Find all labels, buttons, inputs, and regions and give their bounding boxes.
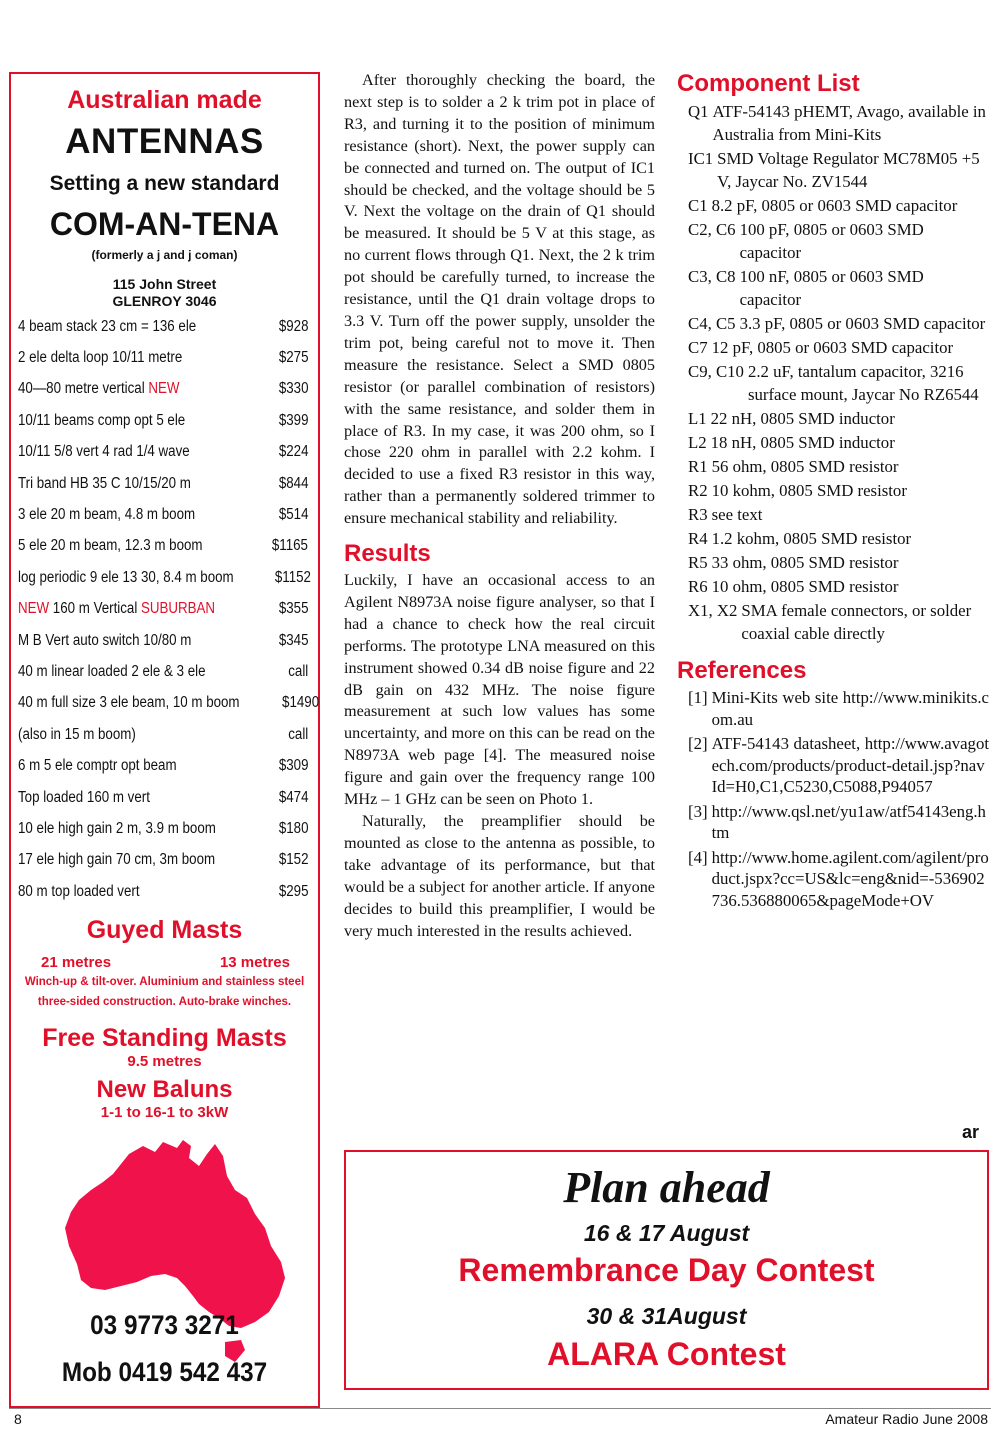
product-text: 3 ele 20 m beam, 4.8 m boom [18, 506, 196, 524]
component-ref: C1 [688, 196, 708, 215]
component-ref: C9, C10 [688, 362, 744, 381]
component-ref: L2 [688, 433, 707, 452]
component-item [677, 503, 989, 526]
price-row [18, 594, 308, 625]
product-name [18, 820, 216, 838]
ad-slogan: Setting a new standard [49, 172, 280, 195]
price-row [18, 719, 308, 750]
ad-brand: COM-AN-TENA [49, 206, 280, 242]
article-column-middle [344, 70, 655, 942]
product-price: call [287, 725, 308, 743]
event-name-2: ALARA Contest [547, 1336, 786, 1372]
product-text: Tri band HB 35 C 10/15/20 m [18, 474, 191, 492]
reference-item [677, 733, 989, 798]
product-price: $345 [278, 631, 308, 649]
ad-phone: 03 9773 3271 [90, 1310, 239, 1340]
component-ref: X1, X2 [688, 601, 738, 620]
product-price: $224 [278, 443, 308, 461]
component-ref: R3 [688, 505, 708, 524]
component-desc: 10 kohm, 0805 SMD resistor [711, 481, 907, 500]
component-item [677, 575, 989, 598]
component-ref: C3, C8 [688, 267, 736, 286]
product-text: 40—80 metre vertical [18, 380, 149, 398]
component-desc: 8.2 pF, 0805 or 0603 SMD capacitor [711, 196, 958, 215]
new-label: NEW [18, 600, 50, 618]
component-item [677, 312, 989, 335]
product-name [18, 789, 150, 807]
plan-ahead-box [344, 1150, 989, 1390]
price-row [18, 845, 308, 876]
plan-ahead-title: Plan ahead [563, 1163, 770, 1212]
product-text: 160 m Vertical [49, 600, 141, 618]
product-name [18, 412, 185, 430]
price-row [18, 311, 308, 342]
ad-street: 115 John Street [112, 276, 217, 292]
product-price: $514 [278, 506, 308, 524]
component-desc: 33 ohm, 0805 SMD resistor [711, 553, 899, 572]
component-item [677, 407, 989, 430]
component-desc: 100 pF, 0805 or 0603 SMD capacitor [739, 220, 924, 262]
price-row [18, 656, 308, 687]
component-desc: 12 pF, 0805 or 0603 SMD capacitor [711, 338, 954, 357]
component-ref: R4 [688, 529, 708, 548]
component-item [677, 431, 989, 454]
component-item [677, 194, 989, 217]
product-price: $309 [278, 757, 308, 775]
reference-item [677, 801, 989, 844]
product-name [18, 506, 195, 524]
product-price: $928 [278, 317, 308, 335]
price-list [18, 311, 319, 907]
highlight-label: NEW [148, 380, 180, 398]
price-row [18, 813, 308, 844]
product-text: 17 ele high gain 70 cm, 3m boom [18, 851, 216, 869]
event-date-2: 30 & 31August [586, 1303, 747, 1329]
price-row [18, 437, 308, 468]
product-name [18, 569, 234, 587]
component-desc: 10 ohm, 0805 SMD resistor [711, 577, 899, 596]
component-ref: R2 [688, 481, 708, 500]
component-ref: C4, C5 [688, 314, 736, 333]
component-ref: C2, C6 [688, 220, 736, 239]
product-price: call [287, 662, 308, 680]
highlight-label: SUBURBAN [140, 600, 216, 618]
references-heading: References [677, 657, 807, 684]
product-name [18, 632, 191, 650]
reference-list [677, 687, 989, 911]
product-name [18, 851, 215, 869]
product-name [18, 380, 180, 398]
guyed-size-1: 21 metres [41, 954, 112, 971]
component-desc: 18 nH, 0805 SMD inductor [710, 433, 895, 452]
component-item [677, 218, 989, 264]
reference-item [677, 687, 989, 730]
product-name [18, 663, 205, 681]
guyed-masts-description: Winch-up & tilt-over. Aluminium and stainless steel three-sided construction. Auto-brake winches. [24, 976, 305, 1008]
component-desc: ATF-54143 pHEMT, Avago, available in Australia from Mini-Kits [712, 102, 986, 144]
free-standing-size: 9.5 metres [127, 1053, 202, 1070]
price-row [18, 342, 308, 373]
reference-text: http://www.home.agilent.com/agilent/product.jspx?cc=US&lc=eng&nid=-536902736.536880065&pageMode+OV [711, 847, 989, 910]
product-price: $180 [278, 819, 308, 837]
component-desc: 3.3 pF, 0805 or 0603 SMD capacitor [739, 314, 986, 333]
price-row [18, 782, 308, 813]
free-standing-title: Free Standing Masts [42, 1024, 287, 1052]
component-ref: C7 [688, 338, 708, 357]
product-text: 10/11 5/8 vert 4 rad 1/4 wave [18, 443, 190, 461]
price-row [18, 625, 308, 656]
event-date-1: 16 & 17 August [583, 1220, 750, 1246]
product-text: 2 ele delta loop 10/11 metre [18, 349, 183, 367]
product-price: $1152 [274, 568, 311, 586]
product-text: 80 m top loaded vert [18, 882, 140, 900]
product-text: 5 ele 20 m beam, 12.3 m boom [18, 537, 203, 555]
component-item [677, 360, 989, 406]
product-text: 4 beam stack 23 cm = 136 ele [18, 317, 197, 335]
footer-rule [9, 1408, 991, 1409]
product-price: $844 [278, 474, 308, 492]
reference-text: http://www.qsl.net/yu1aw/atf54143eng.htm [711, 801, 986, 842]
article-paragraph: After thoroughly checking the board, the next step is to solder a 2 k trim pot in place of R3, and turning it to the position of minimum resistance (short). Next, the power supply can be connected and turned on. The output of IC1 should be checked, and the voltage should be 5 V. Next the voltage on the drain of Q1 should be measured. It should be 5 V at this stage, as no current flows through Q1. Next, the 2 k trim pot should be carefully turned, to increase the resistance, until the Q1 drain voltage drops to 3.3 V. Turn off the power supply, unsolder the trim pot, being careful not to move it. Then measure the resistance. Select a SMD 0805 resistor (or parallel combination of resistors) with the same resistance, and solder them in place of R3. In my case, it was 200 ohm, so I chose 220 ohm in parallel with 2.2 kohm. I decided to use a fixed R3 resistor in this way, rather than a permanently soldered trimmer to ensure mechanical stability and reliability. [344, 71, 655, 528]
component-desc: 22 nH, 0805 SMD inductor [710, 409, 895, 428]
price-row [18, 468, 308, 499]
price-row [18, 750, 308, 781]
price-row [18, 499, 308, 530]
component-list-heading: Component List [677, 70, 860, 97]
reference-number: [2] [688, 734, 708, 753]
ad-headline: ANTENNAS [65, 122, 264, 161]
guyed-masts-sizes [41, 954, 290, 971]
component-item [677, 147, 989, 193]
component-item [677, 599, 989, 645]
product-name [18, 475, 191, 493]
reference-item [677, 847, 989, 912]
product-price: $295 [278, 882, 308, 900]
product-name [18, 694, 240, 712]
ad-formerly: (formerly a j and j coman) [91, 248, 238, 262]
article-paragraph: Naturally, the preamplifier should be mounted as close to the antenna as possible, to take advantage of its performance, but that would be a subject for another article. If anyone decides to build this preamplifier, I would be very much interested in the results achieved. [344, 812, 655, 940]
reference-number: [4] [688, 847, 708, 867]
product-name [18, 443, 190, 461]
product-text: 40 m full size 3 ele beam, 10 m boom [18, 694, 240, 712]
ad-tagline: Australian made [67, 86, 262, 114]
product-name [18, 757, 177, 775]
price-row [18, 531, 308, 562]
product-price: $474 [278, 788, 308, 806]
product-text: 6 m 5 ele comptr opt beam [18, 757, 177, 775]
product-name [18, 600, 215, 618]
component-desc: 56 ohm, 0805 SMD resistor [711, 457, 899, 476]
product-price: $1165 [271, 537, 308, 555]
reference-text: ATF-54143 datasheet, http://www.avagotech.com/products/product-detail.jsp?navId=H0,C1,C5230,C5088,P94057 [711, 734, 989, 796]
component-desc: see text [711, 505, 763, 524]
article-column-right [677, 70, 989, 914]
component-item [677, 551, 989, 574]
product-name [18, 318, 196, 336]
product-name [18, 883, 140, 901]
product-price: $1490 [281, 694, 319, 712]
component-ref: R1 [688, 457, 708, 476]
baluns-range: 1-1 to 16-1 to 3kW [100, 1104, 229, 1121]
product-name [18, 726, 136, 744]
end-mark: ar [962, 1122, 980, 1142]
page-number: 8 [14, 1411, 22, 1427]
product-text: 40 m linear loaded 2 ele & 3 ele [18, 662, 206, 680]
component-ref: L1 [688, 409, 707, 428]
price-row [18, 405, 308, 436]
component-desc: 1.2 kohm, 0805 SMD resistor [711, 529, 912, 548]
product-text: (also in 15 m boom) [18, 725, 136, 743]
component-desc: 2.2 uF, tantalum capacitor, 3216 surface mount, Jaycar No RZ6544 [747, 362, 979, 404]
product-name [18, 349, 182, 367]
product-text: log periodic 9 ele 13 30, 8.4 m boom [18, 568, 234, 586]
results-heading: Results [344, 540, 431, 568]
ad-address [11, 276, 318, 310]
price-row [18, 374, 308, 405]
ad-mobile: Mob 0419 542 437 [61, 1357, 268, 1387]
component-item [677, 336, 989, 359]
product-price: $355 [278, 600, 308, 618]
antenna-advertisement [9, 72, 320, 1408]
component-ref: R5 [688, 553, 708, 572]
product-text: 10/11 beams comp opt 5 ele [18, 411, 186, 429]
price-row [18, 876, 308, 907]
component-list [677, 100, 989, 645]
product-price: $275 [278, 349, 308, 367]
component-item [677, 527, 989, 550]
product-text: 10 ele high gain 2 m, 3.9 m boom [18, 819, 216, 837]
product-text: Top loaded 160 m vert [18, 788, 150, 806]
component-item [677, 479, 989, 502]
ad-suburb: GLENROY 3046 [112, 293, 217, 309]
reference-text: Mini-Kits web site http://www.minikits.com.au [711, 688, 989, 729]
component-ref: R6 [688, 577, 708, 596]
reference-number: [3] [688, 801, 708, 821]
price-row [18, 688, 319, 719]
component-ref: IC1 [688, 149, 714, 168]
baluns-title: New Baluns [96, 1076, 233, 1103]
component-desc: 100 nF, 0805 or 0603 SMD capacitor [739, 267, 924, 309]
guyed-masts-title: Guyed Masts [86, 916, 243, 944]
component-desc: SMA female connectors, or solder coaxial cable directly [741, 601, 972, 643]
price-row [18, 562, 311, 593]
reference-number: [1] [688, 688, 708, 707]
product-price: $330 [278, 380, 308, 398]
product-name [18, 537, 203, 555]
article-paragraph: Luckily, I have an occasional access to an Agilent N8973A noise figure analyser, so that I had a chance to check how the real circuit performs. The prototype LNA measured on this instrument showed 0.34 dB noise figure and 22 dB gain on 432 MHz. The noise figure measurement at such low values has some uncertainty, and more on this can be read on the N8973A web page [4]. The measured noise figure and gain over the frequency range 100 MHz – 1 GHz can be seen on Photo 1. [344, 571, 655, 809]
component-item [677, 455, 989, 478]
component-desc: SMD Voltage Regulator MC78M05 +5 V, Jaycar No. ZV1544 [717, 149, 980, 191]
component-item [677, 100, 989, 146]
product-price: $152 [278, 851, 308, 869]
magazine-issue: Amateur Radio June 2008 [825, 1411, 988, 1427]
component-ref: Q1 [688, 102, 709, 121]
guyed-size-2: 13 metres [219, 954, 290, 971]
component-item [677, 265, 989, 311]
event-name-1: Remembrance Day Contest [458, 1252, 875, 1288]
product-text: M B Vert auto switch 10/80 m [18, 631, 192, 649]
product-price: $399 [278, 411, 308, 429]
